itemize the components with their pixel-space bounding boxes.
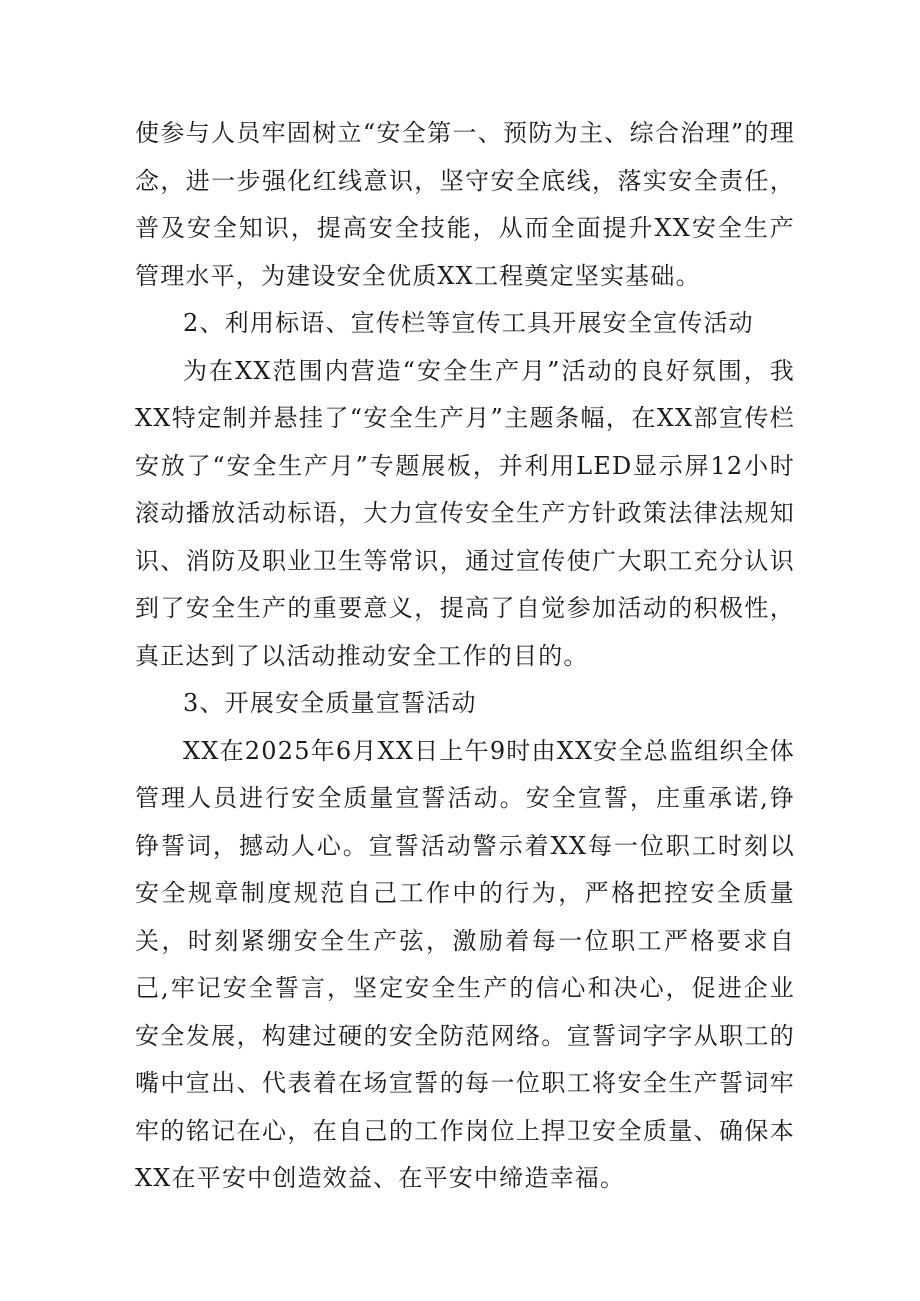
paragraph-publicity: 为在XX范围内营造“安全生产月”活动的良好氛围，我XX特定制并悬挂了“安全生产月”主题条幅，在XX部宣传栏安放了“安全生产月”专题展板，并利用LED显示屏12小时滚动播放活动标语，大力宣传安全生产方针政策法律法规知识、消防及职业卫生等常识，通过宣传使广大职工充分认识到了安全生产的重要意义，提高了自觉参加活动的积极性，真正达到了以活动推动安全工作的目的。 (135, 356, 795, 670)
section-heading-3: 3、开展安全质量宣誓活动 (183, 689, 477, 717)
document-body (135, 110, 795, 1203)
paragraph-oath: XX在2025年6月XX日上午9时由XX安全总监组织全体管理人员进行安全质量宣誓活动。安全宣誓，庄重承诺,铮铮誓词，撼动人心。宣誓活动警示着XX每一位职工时刻以安全规章制度规范自己工作中的行为，严格把控安全质量关，时刻紧绷安全生产弦，激励着每一位职工严格要求自己,牢记安全誓言，坚定安全生产的信心和决心，促进企业安全发展，构建过硬的安全防范网络。宣誓词字字从职工的嘴中宣出、代表着在场宣誓的每一位职工将安全生产誓词牢牢的铭记在心，在自己的工作岗位上捍卫安全质量、确保本XX在平安中创造效益、在平安中缔造幸福。 (135, 736, 795, 1192)
section-heading-2: 2、利用标语、宣传栏等宣传工具开展安全宣传活动 (183, 309, 754, 337)
paragraph-continued: 使参与人员牢固树立“安全第一、预防为主、综合治理”的理念，进一步强化红线意识，坚守安全底线，落实安全责任，普及安全知识，提高安全技能，从而全面提升XX安全生产管理水平，为建设安全优质XX工程奠定坚实基础。 (135, 119, 795, 290)
